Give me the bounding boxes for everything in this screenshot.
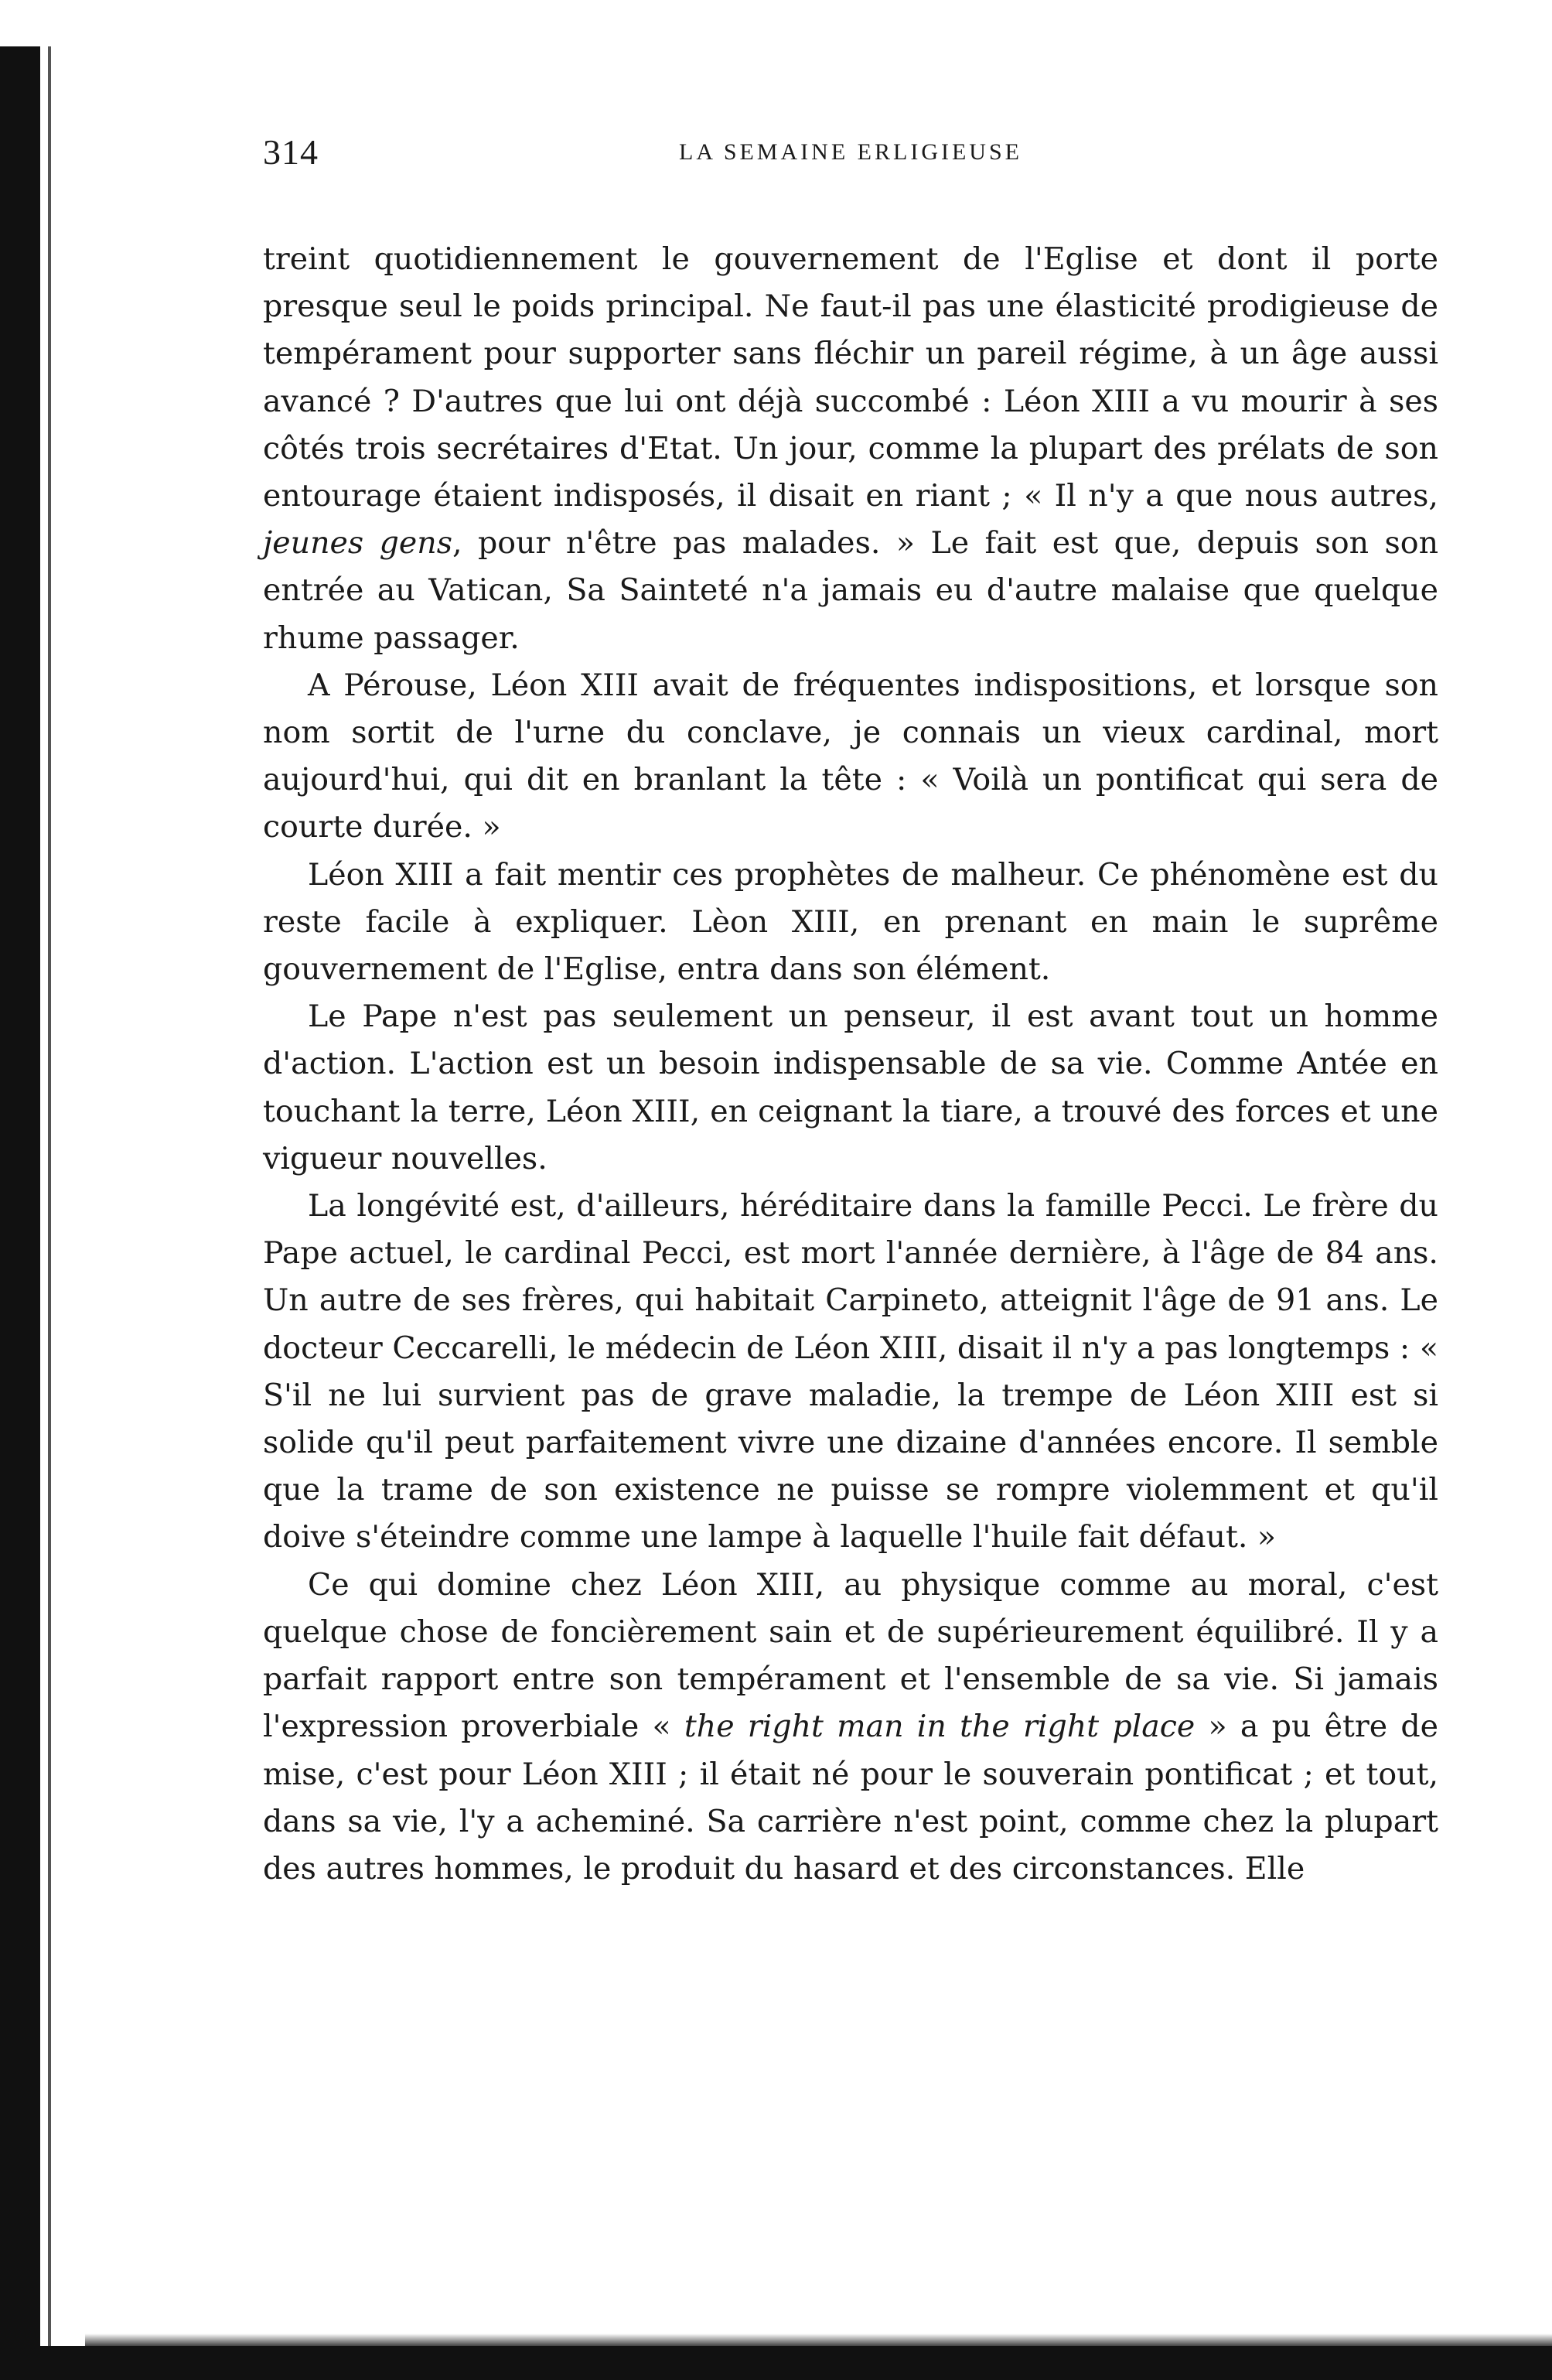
running-title: LA SEMAINE ERLIGIEUSE <box>679 139 1022 165</box>
book-page <box>263 131 1438 1893</box>
paragraph-text: La longévité est, d'ailleurs, héréditaire dans la famille Pecci. Le frère du Pape actuel, le cardinal Pecci, est mort l'année dernière, à l'âge de 84 ans. Un autre de ses frères, qui habitait Carpineto, atteignit l'âge de 91 ans. Le docteur Ceccarelli, le médecin de Léon XIII, disait il n'y a pas longtemps : « S'il ne lui survient pas de grave maladie, la trempe de Léon XIII est si solide qu'il peut parfaitement vivre une dizaine d'années encore. Il semble que la trame de son existence ne puisse se rompre violemment et qu'il doive s'éteindre comme une lampe à laquelle l'huile fait défaut. » <box>263 1188 1438 1555</box>
paragraph-italic: jeunes gens <box>263 525 452 562</box>
paragraph-italic: the right man in the right place <box>684 1709 1196 1745</box>
paragraph-text: Léon XIII a fait mentir ces prophètes de malheur. Ce phénomène est du reste facile à expliquer. Lèon XIII, en prenant en main le suprême gouvernement de l'Eglise, entra dans son élément. <box>263 856 1438 988</box>
scan-edge-line <box>48 46 51 2367</box>
paragraph-3 <box>263 852 1438 994</box>
paragraph-text: Ce qui domine chez Léon XIII, au physique comme au moral, c'est quelque chose de foncièrement sain et de supérieurement équilibré. Il y a parfait rapport entre son tempérament et l'ensemble de sa vie. Si jamais l'expression proverbiale « <box>263 1566 1438 1745</box>
paragraph-text: A Pérouse, Léon XIII avait de fréquentes indispositions, et lorsque son nom sortit de l'urne du conclave, je connais un vieux cardinal, mort aujourd'hui, qui dit en branlant la tête : « Voilà un pontificat qui sera de courte durée. » <box>263 667 1438 845</box>
paragraph-4 <box>263 993 1438 1183</box>
scan-edge-left <box>0 46 40 2380</box>
paragraph-text-end: , pour n'être pas malades. » Le fait est que, depuis son son entrée au Vatican, Sa Sainteté n'a jamais eu d'autre malaise que quelque rhume passager. <box>263 525 1439 656</box>
body-text <box>263 236 1438 1893</box>
paragraph-text: treint quotidiennement le gouvernement de l'Eglise et dont il porte presque seul le poids principal. Ne faut-il pas une élasticité prodigieuse de tempérament pour supporter sans fléchir un pareil régime, à un âge aussi avancé ? D'autres que lui ont déjà succombé : Léon XIII a vu mourir à ses côtés trois secrétaires d'Etat. Un jour, comme la plupart des prélats de son entourage étaient indisposés, il disait en riant ; « Il n'y a que nous autres, <box>263 241 1438 514</box>
paragraph-6 <box>263 1562 1438 1893</box>
page-header <box>263 131 1438 193</box>
paragraph-1 <box>263 236 1438 662</box>
paragraph-text: Le Pape n'est pas seulement un penseur, il est avant tout un homme d'action. L'action est un besoin indispensable de sa vie. Comme Antée en touchant la terre, Léon XIII, en ceignant la tiare, a trouvé des forces et une vigueur nouvelles. <box>263 999 1438 1176</box>
paragraph-text-end: » a pu être de mise, c'est pour Léon XIII ; il était né pour le souverain pontificat ; et tout, dans sa vie, l'y a acheminé. Sa carrière n'est point, comme chez la plupart des autres hommes, le produit du hasard et des circonstances. Elle <box>263 1709 1438 1887</box>
page-number: 314 <box>263 132 319 172</box>
scan-edge-bottom <box>0 2346 1552 2380</box>
scan-edge-shadow <box>85 2334 1552 2346</box>
paragraph-5 <box>263 1183 1438 1562</box>
paragraph-2 <box>263 662 1438 852</box>
